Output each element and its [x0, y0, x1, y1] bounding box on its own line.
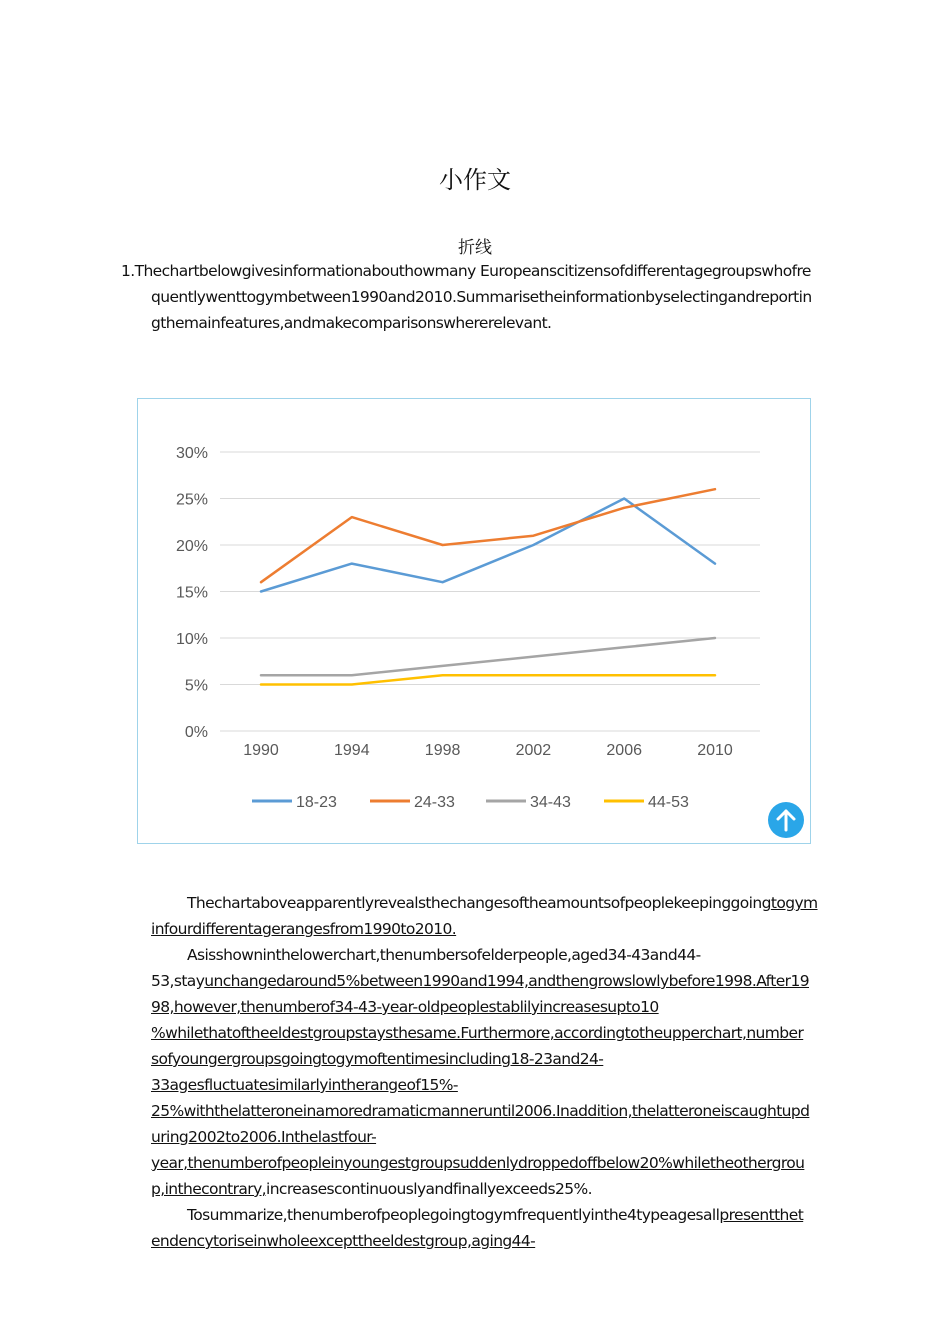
underlined-text: p,inthecontrary, [151, 1180, 266, 1198]
y-tick-label: 0% [184, 724, 208, 741]
underlined-text: year,thenumberofpeopleinyoungestgroupsuddenlydroppedoffbelow20%whiletheothergrou [151, 1154, 805, 1172]
underlined-text: 25%withthelatteroneinamoredramaticmanneruntil2006.Inaddition,thelatteroneiscaughtupd [151, 1102, 810, 1120]
underlined-text: sofyoungergroupsgoingtogymoftentimesincluding18-23and24- [151, 1050, 604, 1068]
x-tick-label: 1990 [243, 742, 279, 759]
essay-line [151, 1228, 831, 1254]
x-tick-label: 1998 [424, 742, 461, 759]
essay-text: increasescontinuouslyandfinallyexceeds25%. [265, 1180, 592, 1198]
underlined-text: infourdifferentagerangesfrom1990to2010. [151, 920, 457, 938]
essay-line [151, 1098, 831, 1124]
y-tick-label: 10% [175, 631, 208, 648]
essay-body [151, 890, 831, 1254]
series-line-44-53 [261, 675, 715, 684]
y-tick-label: 20% [175, 538, 208, 555]
arrow-up-icon [768, 802, 804, 838]
essay-text: 53,stay [151, 972, 205, 990]
y-tick-label: 5% [184, 677, 208, 695]
x-tick-label: 2010 [697, 742, 733, 759]
underlined-text: endencytoriseinwholeexcepttheeldestgroup,aging44- [151, 1232, 536, 1250]
y-tick-label: 25% [175, 491, 208, 509]
prompt-line: quentlywenttogymbetween1990and2010.Summarisetheinformationbyselectingandreportin [151, 288, 812, 306]
underlined-text: unchangedaround5%between1990and1994,andthengrowslowlybefore1998.After19 [204, 972, 809, 990]
line-chart [138, 399, 810, 843]
essay-line [151, 916, 831, 942]
essay-line [151, 1046, 831, 1072]
x-tick-label: 2002 [515, 742, 552, 759]
page-title: 小作文 [439, 166, 511, 194]
underlined-text: 33agesfluctuatesimilarlyintherangeof15%- [151, 1076, 458, 1094]
essay-text: Asisshowninthelowerchart,thenumbersofelderpeople,aged34-43and44- [187, 946, 701, 964]
legend-label: 34-43 [530, 794, 571, 811]
essay-text: Thechartaboveapparentlyrevealsthechangesoftheamountsofpeoplekeepinggoing [187, 894, 771, 912]
scroll-to-top-button[interactable] [768, 802, 804, 838]
legend-label: 44-53 [648, 794, 689, 811]
essay-line [151, 968, 831, 994]
underlined-text: uring2002to2006.Inthelastfour- [151, 1128, 377, 1146]
essay-line [151, 1176, 831, 1202]
series-line-24-33 [261, 489, 715, 582]
essay-line [151, 890, 831, 916]
task-prompt [121, 258, 833, 336]
underlined-text: %whilethatoftheeldestgroupstaysthesame.Furthermore,accordingtotheupperchart,number [151, 1024, 804, 1042]
x-tick-label: 2006 [606, 742, 642, 759]
essay-line [151, 1150, 831, 1176]
underlined-text: presentthet [719, 1206, 804, 1224]
essay-line [151, 1020, 831, 1046]
prompt-number: 1. [121, 262, 135, 280]
essay-line [151, 942, 831, 968]
prompt-line: gthemainfeatures,andmakecomparisonswhererelevant. [151, 314, 552, 332]
legend-label: 18-23 [296, 794, 337, 811]
essay-line [151, 1124, 831, 1150]
section-subtitle: 折线 [458, 238, 492, 258]
series-line-34-43 [261, 638, 715, 675]
essay-line [151, 994, 831, 1020]
underlined-text: togym [770, 894, 818, 912]
line-chart-frame [137, 398, 811, 844]
legend-label: 24-33 [414, 794, 455, 811]
underlined-text: 98,however,thenumberof34-43-year-oldpeoplestablilyincreasesupto10 [151, 998, 659, 1016]
prompt-line: Thechartbelowgivesinformationabouthowmany Europeanscitizensofdifferentagegroupswhofre [134, 262, 811, 280]
y-tick-label: 30% [175, 445, 208, 462]
essay-text: Tosummarize,thenumberofpeoplegoingtogymfrequentlyinthe4typeagesall [187, 1206, 720, 1224]
essay-line [151, 1202, 831, 1228]
essay-line [151, 1072, 831, 1098]
x-tick-label: 1994 [334, 742, 370, 759]
y-tick-label: 15% [175, 584, 208, 602]
